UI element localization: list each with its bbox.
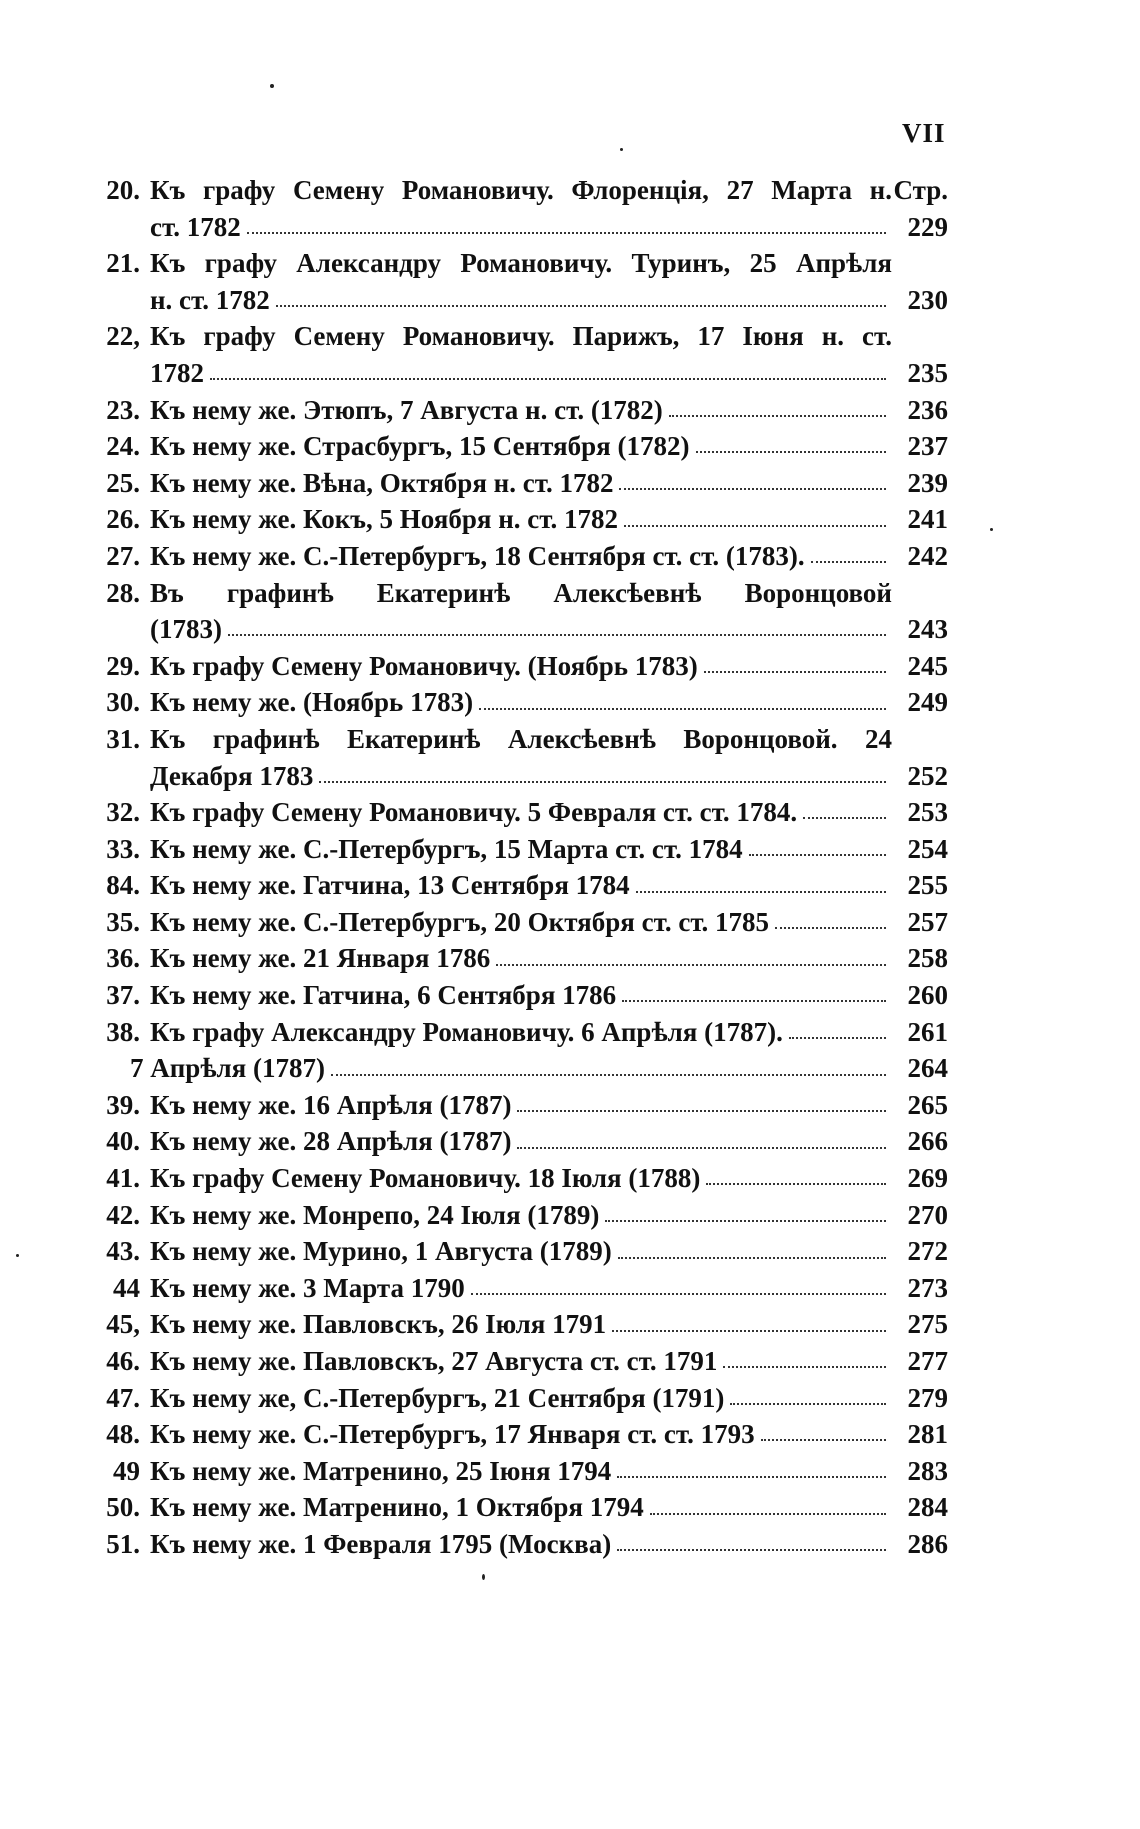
entry-text: Къ нему же. Матренино, 1 Октября 1794 <box>150 1492 644 1523</box>
entry-number: 50. <box>106 1492 140 1523</box>
dot-leader <box>618 1257 886 1259</box>
entry-page: 241 <box>907 504 948 535</box>
dot-leader <box>496 964 886 966</box>
entry-text: Къ графу Семену Романовичу. Флоренція, 27 Марта н. <box>150 175 892 205</box>
entry-text: Къ графу Семену Романовичу. Парижъ, 17 Іюня н. ст. <box>150 321 892 352</box>
entry-text: Къ нему же. 28 Апрѣля (1787) <box>150 1126 512 1157</box>
entry-text: Къ нему же. (Ноябрь 1783) <box>150 687 474 718</box>
dot-leader <box>619 488 886 490</box>
entry-text: 7 Апрѣля (1787) <box>130 1053 326 1084</box>
toc-entry-line <box>68 282 948 319</box>
entry-number: 24. <box>106 431 140 462</box>
toc-entry-line <box>68 611 948 648</box>
entry-page: 265 <box>907 1089 948 1120</box>
dot-leader <box>749 854 886 856</box>
toc-entry-line <box>68 1233 948 1270</box>
toc-entry-line <box>68 1050 948 1087</box>
entry-text: Къ нему же. С.-Петербургъ, 17 Января ст. ст. 1793 <box>150 1419 755 1450</box>
toc-entry-line <box>68 1380 948 1417</box>
entry-page: 236 <box>907 394 948 425</box>
entry-page: 279 <box>907 1382 948 1413</box>
entry-text: Въ графинѣ Екатеринѣ Алексѣевнѣ Воронцовой <box>150 577 892 608</box>
dot-leader <box>811 561 886 563</box>
entry-number: 36. <box>106 943 140 974</box>
toc-entry-line <box>68 1343 948 1380</box>
table-of-contents <box>68 172 948 1563</box>
entry-number: 43. <box>106 1236 140 1267</box>
entry-text: Къ нему же. Монрепо, 24 Іюля (1789) <box>150 1199 600 1230</box>
print-speck <box>16 1254 19 1257</box>
entry-text: Къ нему же, С.-Петербургъ, 21 Сентября (1791) <box>150 1382 725 1413</box>
entry-text: Къ нему же. С.-Петербургъ, 20 Октября ст. ст. 1785 <box>150 906 770 937</box>
print-speck <box>620 148 623 151</box>
entry-number: 39. <box>106 1089 140 1120</box>
toc-entry-line <box>68 758 948 795</box>
toc-entry-line <box>68 1270 948 1307</box>
entry-text: Къ нему же. Гатчина, 13 Сентября 1784 <box>150 870 630 901</box>
entry-number: 25. <box>106 467 140 498</box>
entry-number: 23. <box>106 394 140 425</box>
entry-page: 275 <box>907 1309 948 1340</box>
dot-leader <box>617 1476 886 1478</box>
entry-number: 31. <box>106 723 140 754</box>
entry-text: Къ нему же. 1 Февраля 1795 (Москва) <box>150 1528 612 1559</box>
entry-page: 273 <box>907 1272 948 1303</box>
toc-entry-line <box>68 721 948 758</box>
dot-leader <box>636 891 886 893</box>
dot-leader <box>517 1147 886 1149</box>
entry-number: 20. <box>106 175 140 205</box>
entry-text: Къ нему же. Гатчина, 6 Сентября 1786 <box>150 980 617 1011</box>
dot-leader <box>622 1000 886 1002</box>
dot-leader <box>517 1110 886 1112</box>
entry-number: 41. <box>106 1163 140 1194</box>
dot-leader <box>761 1439 886 1441</box>
entry-number: 45, <box>106 1309 140 1340</box>
entry-text: н. ст. 1782 <box>150 284 270 315</box>
toc-entry-line <box>68 867 948 904</box>
entry-text: Къ нему же. Страсбургъ, 15 Сентября (1782) <box>150 431 690 462</box>
dot-leader <box>228 634 886 636</box>
dot-leader <box>704 671 886 673</box>
entry-page: 235 <box>907 357 948 388</box>
entry-page: 253 <box>907 797 948 828</box>
entry-text: Къ нему же. Павловскъ, 26 Іюля 1791 <box>150 1309 607 1340</box>
toc-entry-line <box>68 575 948 612</box>
entry-number: 26. <box>106 504 140 535</box>
entry-text: Къ графу Семену Романовичу. (Ноябрь 1783) <box>150 650 698 681</box>
toc-entry-line <box>68 648 948 685</box>
entry-number: 40. <box>106 1126 140 1157</box>
entry-page: 257 <box>907 906 948 937</box>
entry-number: 84. <box>106 870 140 901</box>
toc-entry-line <box>68 318 948 355</box>
entry-page: 254 <box>907 833 948 864</box>
entry-page: 277 <box>907 1346 948 1376</box>
entry-text: Къ графу Александру Романовичу. Туринъ, 25 Апрѣля <box>150 248 892 279</box>
entry-number: 37. <box>106 980 140 1011</box>
print-speck <box>270 84 274 88</box>
entry-page: 237 <box>907 431 948 462</box>
entry-text: Къ нему же. Вѣна, Октября н. ст. 1782 <box>150 467 614 498</box>
entry-page: 266 <box>907 1126 948 1157</box>
toc-entry-line <box>68 538 948 575</box>
print-speck <box>482 1574 485 1580</box>
dot-leader <box>210 378 886 380</box>
entry-number: 27. <box>106 540 140 571</box>
entry-number: 22, <box>106 321 140 352</box>
dot-leader <box>247 232 886 234</box>
dot-leader <box>617 1549 886 1551</box>
toc-entry-line <box>68 1306 948 1343</box>
toc-entry-line <box>68 209 948 246</box>
entry-page: 258 <box>907 943 948 974</box>
toc-entry-line <box>68 1526 948 1563</box>
entry-number: 33. <box>106 833 140 864</box>
entry-text: 1782 <box>150 357 204 388</box>
toc-entry-line <box>68 245 948 282</box>
toc-entry-line <box>68 1453 948 1490</box>
toc-entry-line <box>68 684 948 721</box>
entry-text: Къ нему же. Павловскъ, 27 Августа ст. ст. 1791 <box>150 1346 718 1376</box>
toc-entry-line <box>68 940 948 977</box>
entry-text: Къ графу Семену Романовичу. 18 Іюля (1788) <box>150 1163 701 1194</box>
entry-page: 261 <box>907 1016 948 1047</box>
dot-leader <box>669 415 886 417</box>
entry-text: Къ нему же. Этюпъ, 7 Августа н. ст. (1782) <box>150 394 663 425</box>
entry-number: 21. <box>106 248 140 279</box>
toc-entry-line <box>68 794 948 831</box>
dot-leader <box>612 1330 886 1332</box>
dot-leader <box>479 708 886 710</box>
toc-entry-line <box>68 392 948 429</box>
entry-text: (1783) <box>150 614 222 645</box>
entry-number: 35. <box>106 906 140 937</box>
toc-entry-line <box>68 172 948 209</box>
dot-leader <box>803 817 886 819</box>
entry-page: 230 <box>907 284 948 315</box>
toc-entry-line <box>68 1197 948 1234</box>
entry-page: 281 <box>907 1419 948 1450</box>
dot-leader <box>471 1293 886 1295</box>
dot-leader <box>624 525 886 527</box>
dot-leader <box>650 1513 886 1515</box>
entry-text: Къ нему же. 3 Марта 1790 <box>150 1272 465 1303</box>
entry-page: 264 <box>907 1053 948 1084</box>
entry-page: 243 <box>907 614 948 645</box>
entry-number: 28. <box>106 577 140 608</box>
toc-entry-line <box>68 1123 948 1160</box>
toc-entry-line <box>68 904 948 941</box>
dot-leader <box>775 927 886 929</box>
dot-leader <box>605 1220 886 1222</box>
entry-text: Къ графинѣ Екатеринѣ Алексѣевнѣ Воронцовой. 24 <box>150 723 892 754</box>
entry-page: 242 <box>907 540 948 571</box>
entry-page: 284 <box>907 1492 948 1523</box>
toc-entry-line <box>68 355 948 392</box>
dot-leader <box>706 1183 886 1185</box>
entry-number: 32. <box>106 797 140 828</box>
entry-page: 252 <box>907 760 948 791</box>
dot-leader <box>696 451 887 453</box>
entry-number: 48. <box>106 1419 140 1450</box>
entry-number: 42. <box>106 1199 140 1230</box>
entry-text: Къ нему же. Мурино, 1 Августа (1789) <box>150 1236 612 1267</box>
entry-page: 245 <box>907 650 948 681</box>
toc-entry-line <box>68 1489 948 1526</box>
entry-page: 239 <box>907 467 948 498</box>
entry-number: 30. <box>106 687 140 718</box>
entry-page: 286 <box>907 1528 948 1559</box>
entry-page: 229 <box>907 211 948 242</box>
entry-text: Къ нему же. Кокъ, 5 Ноября н. ст. 1782 <box>150 504 618 535</box>
entry-text: Къ нему же. 16 Апрѣля (1787) <box>150 1089 512 1120</box>
entry-text: Къ нему же. С.-Петербургъ, 15 Марта ст. ст. 1784 <box>150 833 743 864</box>
entry-number: 51. <box>106 1528 140 1559</box>
entry-text: Къ графу Семену Романовичу. 5 Февраля ст. ст. 1784. <box>150 797 798 828</box>
entry-text: Къ нему же. Матренино, 25 Іюня 1794 <box>150 1455 612 1486</box>
entry-page: 260 <box>907 980 948 1011</box>
dot-leader <box>276 305 886 307</box>
print-speck <box>990 528 993 531</box>
toc-entry-line <box>68 831 948 868</box>
entry-number: 46. <box>106 1346 140 1376</box>
toc-entry-line <box>68 977 948 1014</box>
dot-leader <box>789 1037 886 1039</box>
toc-entry-line <box>68 501 948 538</box>
entry-number: 49 <box>113 1455 140 1486</box>
toc-entry-line <box>68 1416 948 1453</box>
page-column-label: Стр. <box>893 175 948 205</box>
entry-page: 269 <box>907 1163 948 1194</box>
page-number: VII <box>902 118 946 148</box>
entry-page: 255 <box>907 870 948 901</box>
dot-leader <box>730 1403 886 1405</box>
entry-text: Къ графу Александру Романовичу. 6 Апрѣля (1787). <box>150 1016 783 1047</box>
entry-page: 272 <box>907 1236 948 1267</box>
entry-number: 29. <box>106 650 140 681</box>
entry-page: 249 <box>907 687 948 718</box>
toc-entry-line <box>68 1087 948 1124</box>
entry-number: 44 <box>113 1272 140 1303</box>
entry-text: Къ нему же. 21 Января 1786 <box>150 943 491 974</box>
entry-page: 270 <box>907 1199 948 1230</box>
entry-page: 283 <box>907 1455 948 1486</box>
toc-entry-line <box>68 465 948 502</box>
entry-text: Декабря 1783 <box>150 760 314 791</box>
entry-text: ст. 1782 <box>150 211 241 242</box>
dot-leader <box>723 1366 886 1368</box>
entry-text: Къ нему же. С.-Петербургъ, 18 Сентября ст. ст. (1783). <box>150 540 805 571</box>
entry-number: 38. <box>106 1016 140 1047</box>
toc-entry-line <box>68 1160 948 1197</box>
entry-number: 47. <box>106 1382 140 1413</box>
toc-entry-line <box>68 1014 948 1051</box>
toc-entry-line <box>68 428 948 465</box>
dot-leader <box>319 781 886 783</box>
dot-leader <box>331 1074 886 1076</box>
